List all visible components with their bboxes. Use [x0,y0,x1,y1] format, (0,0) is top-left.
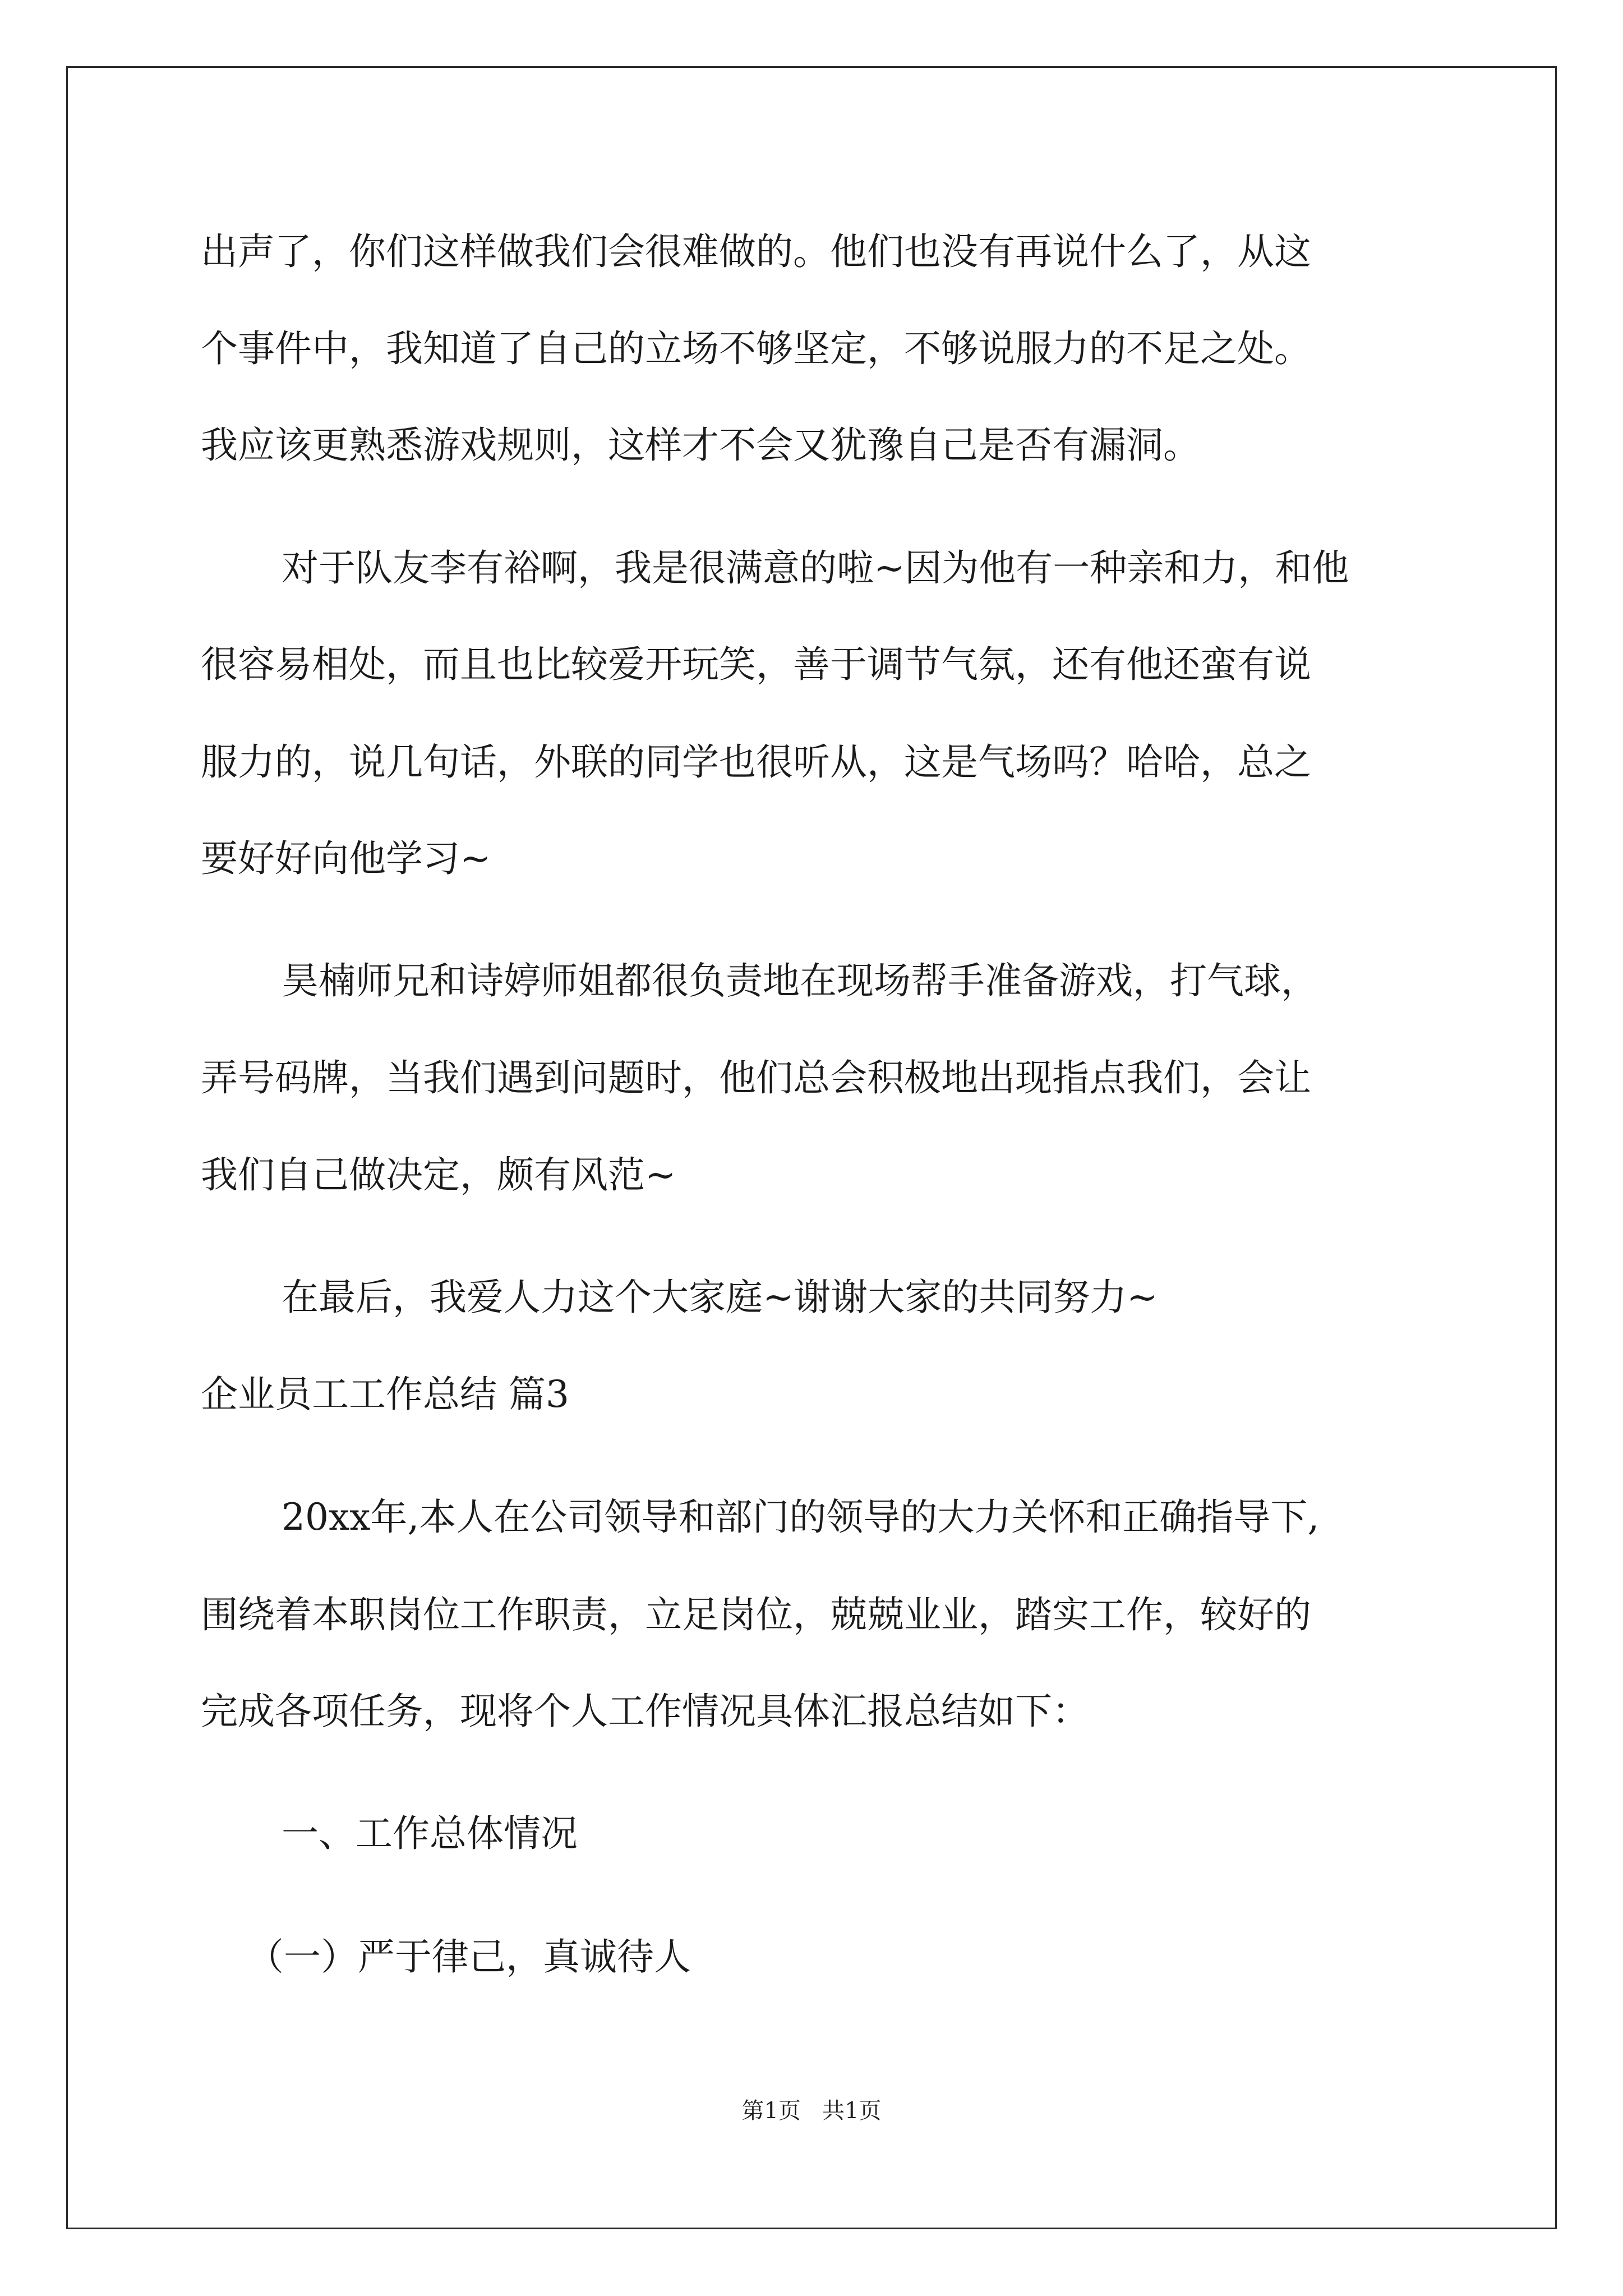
subsection-heading: （一）严于律己，真诚待人 [247,1935,691,1978]
body-text-line: 要好好向他学习~ [201,837,491,880]
body-text-line: 在最后，我爱人力这个大家庭~谢谢大家的共同努力~ [282,1276,1158,1319]
page-footer: 第1页 共1页 [741,2098,882,2124]
body-text-line: 围绕着本职岗位工作职责，立足岗位，兢兢业业，踏实工作，较好的 [201,1593,1311,1636]
body-text-line: 服力的，说几句话，外联的同学也很听从，这是气场吗？哈哈，总之 [201,740,1311,784]
section-heading: 企业员工工作总结 篇3 [201,1373,569,1416]
body-text-line: 对于队友李有裕啊，我是很满意的啦~因为他有一种亲和力，和他 [282,546,1349,590]
body-text-line: 我应该更熟悉游戏规则，这样才不会又犹豫自己是否有漏洞。 [201,424,1200,467]
body-text-line: 个事件中，我知道了自己的立场不够坚定，不够说服力的不足之处。 [201,327,1311,370]
body-text-line: 我们自己做决定，颇有风范~ [201,1153,676,1197]
page-border [66,66,1557,2229]
body-text-line: 很容易相处，而且也比较爱开玩笑，善于调节气氛，还有他还蛮有说 [201,643,1311,686]
body-text-line: 出声了，你们这样做我们会很难做的。他们也没有再说什么了，从这 [201,230,1311,273]
body-text-line: 弄号码牌，当我们遇到问题时，他们总会积极地出现指点我们，会让 [201,1056,1311,1099]
body-text-line: 昊楠师兄和诗婷师姐都很负责地在现场帮手准备游戏，打气球， [282,959,1318,1002]
body-text-line: 完成各项任务，现将个人工作情况具体汇报总结如下： [201,1690,1089,1733]
body-text-line: 20xx年,本人在公司领导和部门的领导的大力关怀和正确指导下, [282,1496,1320,1539]
subsection-heading: 一、工作总体情况 [282,1812,578,1855]
